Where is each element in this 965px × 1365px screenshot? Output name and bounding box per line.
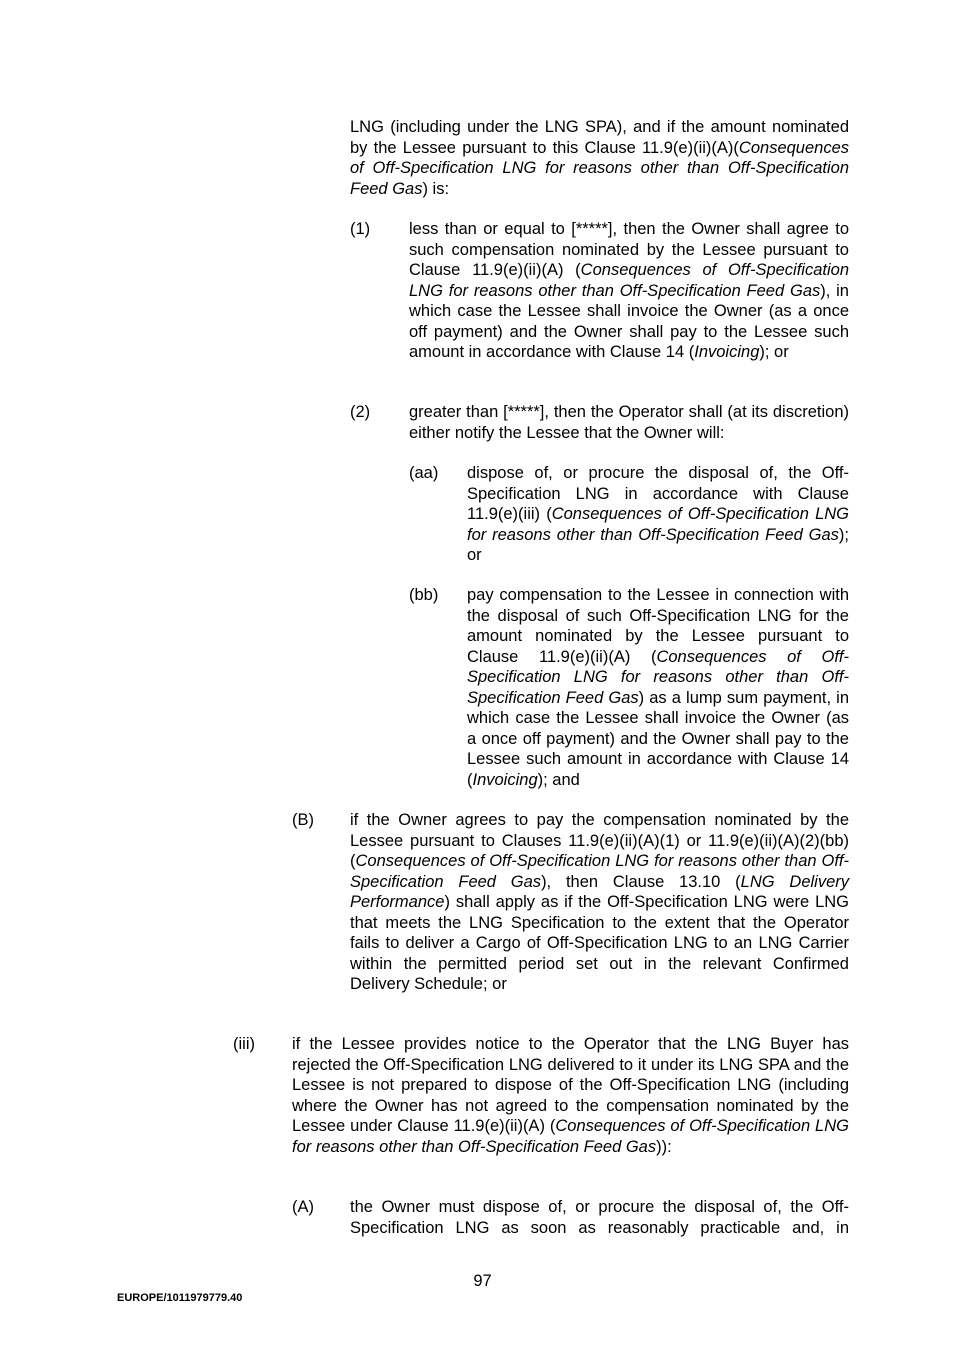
item-A-paragraph	[350, 1197, 849, 1238]
item-aa-label: (aa)	[409, 464, 439, 482]
item-B-text-2: ), then Clause 13.10 (	[541, 872, 741, 891]
item-1-label: (1)	[350, 220, 371, 238]
item-iii-text-1: if the Lessee provides notice to the Operator that the LNG Buyer has rejected the Off-Specification LNG delivered to it under its LNG SPA and the Lessee is not prepared to dispose of the Off-Specification LNG (including where the Owner has not agreed to the compensation nominated by the Lessee under Clause 11.9(e)(ii)(A) (	[292, 1035, 849, 1135]
item-1-italic-invoicing: Invoicing	[694, 343, 760, 361]
item-bb-italic-ref: Consequences of Off-Specification LNG for reasons other than Off-Specification Feed Gas	[467, 647, 849, 707]
intro-text-2: ) is:	[422, 179, 450, 198]
item-B-paragraph	[350, 810, 849, 995]
document-reference: EUROPE/1011979779.40	[117, 1292, 243, 1304]
item-aa-paragraph	[467, 463, 849, 566]
item-1-paragraph	[409, 219, 849, 363]
item-iii-text-2: )):	[656, 1137, 672, 1156]
item-iii-italic-ref: Consequences of Off-Specification LNG for reasons other than Off-Specification Feed Gas	[292, 1117, 849, 1156]
item-2-paragraph	[409, 402, 849, 443]
item-aa-text-1: dispose of, or procure the disposal of, the Off-Specification LNG in accordance with Clause 11.9(e)(iii) (	[467, 464, 849, 523]
item-A-text-1: the Owner must dispose of, or procure the disposal of, the Off-Specification LNG as soon as reasonably practicable and, in	[350, 1198, 849, 1237]
item-2-label: (2)	[350, 403, 371, 421]
item-bb-text-3: ); and	[537, 770, 580, 789]
item-B-italic-ref: Consequences of Off-Specification LNG for reasons other than Off-Specification Feed Gas	[350, 852, 849, 891]
page-number: 97	[473, 1272, 492, 1290]
item-B-italic-delivery: LNG Delivery Performance	[350, 872, 850, 911]
item-bb-text-1: pay compensation to the Lessee in connection with the disposal of such Off-Specification LNG for the amount nominated by the Lessee pursuant to Clause 11.9(e)(ii)(A) (	[467, 586, 849, 666]
item-bb-label: (bb)	[409, 586, 439, 604]
intro-italic-ref: Consequences of Off-Specification LNG for reasons other than Off-Specification Feed Gas	[350, 138, 849, 198]
item-B-text-1: if the Owner agrees to pay the compensation nominated by the Lessee pursuant to Clauses 11.9(e)(ii)(A)(1) or 11.9(e)(ii)(A)(2)(bb) (	[350, 811, 849, 870]
item-aa-text-2: ); or	[467, 525, 849, 564]
item-2-text-1: greater than [*****], then the Operator shall (at its discretion) either notify the Lessee that the Owner will:	[409, 403, 849, 442]
item-1-italic-ref: Consequences of Off-Specification LNG for reasons other than Off-Specification Feed Gas	[409, 261, 849, 300]
intro-paragraph	[350, 117, 849, 199]
item-1-text-2: ), in which case the Lessee shall invoice the Owner (as a once off payment) and the Owner shall pay to the Lessee such amount in accordance with Clause 14 (	[409, 281, 849, 361]
item-iii-paragraph	[292, 1034, 849, 1157]
item-aa-italic-ref: Consequences of Off-Specification LNG for reasons other than Off-Specification Feed Gas	[467, 505, 849, 544]
intro-text-1: LNG (including under the LNG SPA), and if the amount nominated by the Lessee pursuant to this Clause 11.9(e)(ii)(A)(	[350, 118, 849, 157]
item-1-text-1: less than or equal to [*****], then the Owner shall agree to such compensation nominated by the Lessee pursuant to Clause 11.9(e)(ii)(A) (	[409, 220, 849, 279]
item-A-label: (A)	[292, 1198, 314, 1216]
item-bb-italic-invoicing: Invoicing	[472, 770, 538, 789]
item-B-label: (B)	[292, 811, 314, 829]
item-B-text-3: ) shall apply as if the Off-Specification LNG were LNG that meets the LNG Specification to the extent that the Operator fails to deliver a Cargo of Off-Specification LNG to an LNG Carrier within the permitted period set out in the relevant Confirmed Delivery Schedule; or	[350, 893, 849, 993]
item-bb-paragraph	[467, 585, 849, 790]
item-1-text-3: ); or	[759, 343, 789, 361]
item-bb-text-2: ) as a lump sum payment, in which case the Lessee shall invoice the Owner (as a once off payment) and the Owner shall pay to the Lessee such amount in accordance with Clause 14 (	[467, 688, 850, 789]
item-iii-label: (iii)	[233, 1035, 255, 1053]
